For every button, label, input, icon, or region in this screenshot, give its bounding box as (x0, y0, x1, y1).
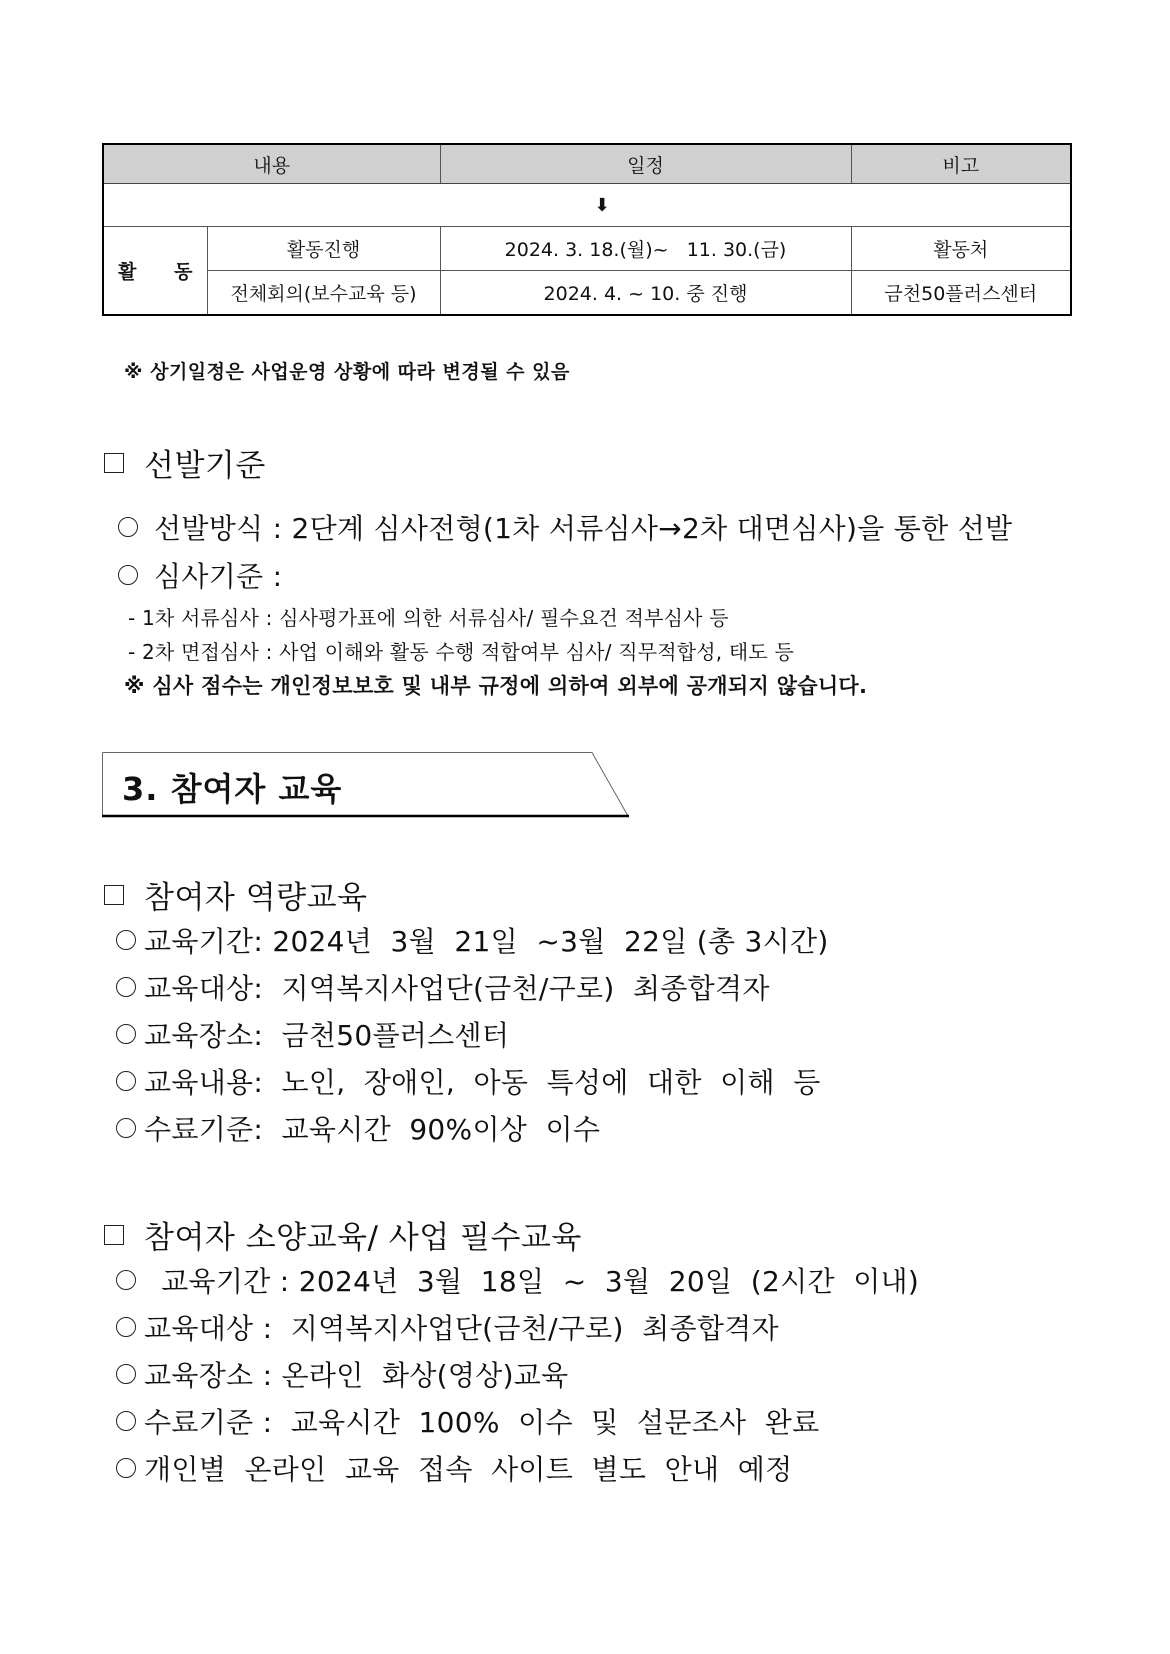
cell-note: 활동처 (851, 227, 1071, 271)
criteria-note: ※ 심사 점수는 개인정보보호 및 내부 규정에 의하여 외부에 공개되지 않습니다. (124, 674, 868, 698)
list-item (116, 1260, 919, 1300)
sub-item: - 2차 면접심사 : 사업 이해와 활동 수행 적합여부 심사/ 직무적합성, 태도 등 (128, 640, 795, 664)
heading-text: 참여자 역량교육 (144, 880, 368, 916)
item-text: 교육장소: 금천50플러스센터 (144, 1019, 510, 1052)
schedule-table (102, 143, 1072, 316)
item-text: 교육대상 : 지역복지사업단(금천/구로) 최종합격자 (144, 1312, 779, 1345)
list-item (116, 1108, 600, 1148)
item-text: 수료기준 : 교육시간 100% 이수 및 설문조사 완료 (144, 1406, 820, 1439)
circle-bullet-icon (116, 1118, 136, 1138)
item-text: 심사기준 : (154, 560, 283, 593)
group-label-activity (103, 227, 207, 316)
item-text: 교육기간 : 2024년 3월 18일 ~ 3월 20일 (2시간 이내) (152, 1265, 920, 1298)
capacity-training-heading (104, 872, 367, 917)
section-header-box (102, 752, 630, 818)
table-row (103, 227, 1071, 271)
list-item (118, 555, 282, 595)
group-label-char: 동 (174, 261, 193, 283)
cell-schedule: 2024. 3. 18.(월)~ 11. 30.(금) (440, 227, 851, 271)
cell-note: 금천50플러스센터 (851, 271, 1071, 316)
column-header-remarks: 비고 (851, 144, 1071, 184)
table-header-row (103, 144, 1071, 184)
circle-bullet-icon (116, 977, 136, 997)
list-item (116, 967, 770, 1007)
table-row (103, 271, 1071, 316)
circle-bullet-icon (116, 1024, 136, 1044)
circle-bullet-icon (116, 930, 136, 950)
group-label-char: 활 (118, 261, 137, 283)
circle-bullet-icon (118, 565, 138, 585)
list-item (118, 507, 1012, 547)
square-bullet-icon (104, 885, 124, 905)
column-header-content: 내용 (103, 144, 440, 184)
circle-bullet-icon (116, 1411, 136, 1431)
item-text: 교육내용: 노인, 장애인, 아동 특성에 대한 이해 등 (144, 1066, 821, 1099)
list-item (116, 1401, 820, 1441)
item-text: 수료기준: 교육시간 90%이상 이수 (144, 1113, 601, 1146)
column-header-schedule: 일정 (440, 144, 851, 184)
circle-bullet-icon (116, 1317, 136, 1337)
circle-bullet-icon (116, 1270, 136, 1290)
square-bullet-icon (104, 453, 124, 473)
item-text: 교육대상: 지역복지사업단(금천/구로) 최종합격자 (144, 972, 770, 1005)
item-text: 교육기간: 2024년 3월 21일 ~3월 22일 (총 3시간) (144, 925, 829, 958)
heading-text: 선발기준 (144, 448, 266, 484)
list-item (116, 1307, 779, 1347)
square-bullet-icon (104, 1225, 124, 1245)
item-text: 선발방식 : 2단계 심사전형(1차 서류심사→2차 대면심사)을 통한 선발 (154, 512, 1013, 545)
circle-bullet-icon (116, 1458, 136, 1478)
arrow-row (103, 184, 1071, 227)
cell-schedule: 2024. 4. ~ 10. 중 진행 (440, 271, 851, 316)
section-title: 3. 참여자 교육 (122, 770, 343, 808)
circle-bullet-icon (116, 1364, 136, 1384)
list-item (116, 1354, 569, 1394)
list-item (116, 920, 829, 960)
item-text: 교육장소 : 온라인 화상(영상)교육 (144, 1359, 569, 1392)
circle-bullet-icon (116, 1071, 136, 1091)
list-item (116, 1014, 509, 1054)
down-arrow-icon: ⬇ (594, 195, 610, 216)
list-item (116, 1448, 792, 1488)
heading-text: 참여자 소양교육/ 사업 필수교육 (144, 1220, 582, 1256)
required-training-heading (104, 1212, 582, 1257)
circle-bullet-icon (118, 517, 138, 537)
item-text: 개인별 온라인 교육 접속 사이트 별도 안내 예정 (144, 1453, 793, 1486)
cell-item: 전체회의(보수교육 등) (207, 271, 440, 316)
list-item (116, 1061, 821, 1101)
selection-criteria-heading (104, 440, 266, 485)
schedule-note: ※ 상기일정은 사업운영 상황에 따라 변경될 수 있음 (124, 361, 570, 383)
cell-item: 활동진행 (207, 227, 440, 271)
sub-item: - 1차 서류심사 : 심사평가표에 의한 서류심사/ 필수요건 적부심사 등 (128, 606, 729, 630)
